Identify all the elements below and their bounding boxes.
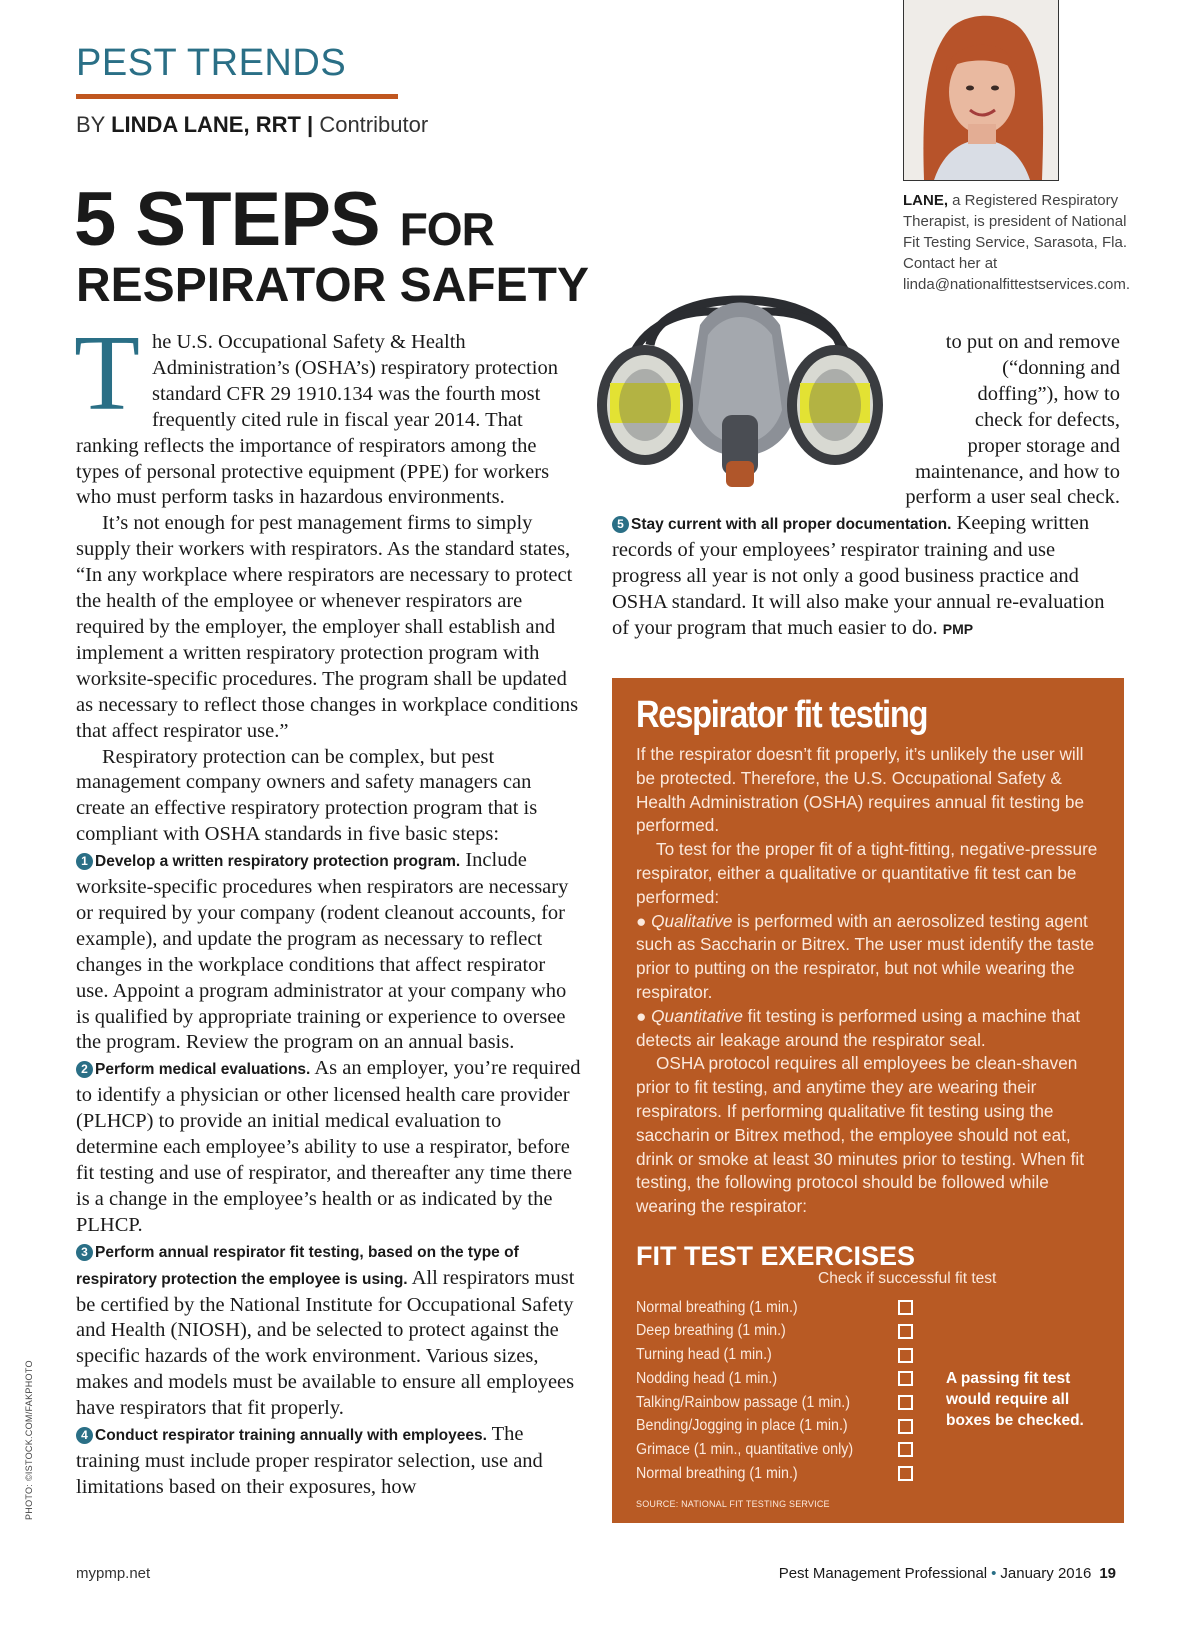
footer-info — [779, 1565, 1116, 1582]
footer-dot: • — [991, 1565, 997, 1582]
headline-line-1 — [74, 177, 494, 267]
bio-name: LANE, — [903, 192, 948, 209]
exercise-label: Nodding head (1 min.) — [636, 1369, 778, 1387]
paragraph-standard: It’s not enough for pest management firms to simply supply their workers with respirators. As the standard states, “In any workplace where respirators are necessary to protect the health of the employee or whenever respirators are required by the employer, the employer shall establish and implement a written respiratory protection program with worksite-specific procedures. The program shall be updated as necessary to reflect those changes in workplace conditions that affect respirator use.” — [76, 512, 579, 742]
sidebar-title: Respirator fit testing — [636, 694, 928, 736]
wrap-line: proper storage and — [967, 434, 1120, 457]
checkbox[interactable] — [898, 1324, 913, 1339]
article-column-1 — [74, 314, 582, 1501]
exercise-label: Normal breathing (1 min.) — [636, 1298, 798, 1316]
step-heading: Develop a written respiratory protection program. — [95, 853, 461, 871]
checkbox[interactable] — [898, 1371, 913, 1386]
exercise-label: Talking/Rainbow passage (1 min.) — [636, 1393, 851, 1411]
exercise-row — [636, 1343, 1100, 1367]
checkbox[interactable] — [898, 1348, 913, 1363]
step-number-badge: 4 — [76, 1427, 93, 1444]
step-text: Keeping written records of your employees’ respirator training and use progress all year is not only a good business practice and OSHA standard. It will also make your annual re-evaluation of your program that much easier to do. — [612, 512, 1105, 639]
page-number: 19 — [1099, 1565, 1116, 1582]
bullet-term: Quantitative — [651, 1005, 743, 1026]
bullet-text: fit testing is performed using a machine that detects air leakage around the respirator seal. — [636, 1005, 1081, 1050]
step-number-badge: 2 — [76, 1061, 93, 1078]
article-column-2 — [612, 511, 1122, 643]
exercise-label: Bending/Jogging in place (1 min.) — [636, 1417, 848, 1435]
headline-small: FOR — [399, 203, 494, 255]
byline-separator: | — [307, 112, 314, 137]
step-text: All respirators must be certified by the National Institute for Occupational Safety and Health (NIOSH), and be selected to protect against the specific hazards of the work environment. Various sizes, makes and models must be available to ensure all employees have respirators that fit properly. — [76, 1266, 575, 1420]
step-4 — [76, 1422, 582, 1501]
step-heading: Stay current with all proper documentation. — [631, 516, 952, 533]
sidebar-bullet-qualitative — [636, 910, 1100, 1005]
sidebar-source: SOURCE: NATIONAL FIT TESTING SERVICE — [636, 1499, 830, 1510]
checkbox[interactable] — [898, 1419, 913, 1434]
exercise-label: Deep breathing (1 min.) — [636, 1322, 786, 1340]
step-2 — [76, 1056, 582, 1238]
exercise-row — [636, 1296, 1100, 1320]
checkbox[interactable] — [898, 1466, 913, 1481]
sidebar-paragraph: OSHA protocol requires all employees be clean-shaven prior to fit testing, and anytime they are wearing their respirators. If performing qualitative fit testing using the saccharin or Bitrex method, the employee should not eat, drink or smoke at least 30 minutes prior to testing. When fit testing, the following protocol should be followed while wearing the respirator: — [636, 1053, 1085, 1217]
headline-line-2: RESPIRATOR SAFETY — [76, 259, 589, 312]
bullet-icon: ● — [636, 1005, 647, 1026]
author-bio — [903, 190, 1143, 295]
sidebar-paragraph: To test for the proper fit of a tight-fitting, negative-pressure respirator, either a qualitative or quantitative fit test can be performed: — [636, 839, 1098, 907]
wrap-line: (“donning and — [1002, 356, 1120, 379]
sidebar-body — [636, 743, 1100, 1219]
wrap-line: doffing”), how to — [977, 382, 1120, 405]
exercise-label: Grimace (1 min., quantitative only) — [636, 1440, 854, 1458]
footer-date: January 2016 — [1000, 1565, 1092, 1582]
section-divider — [76, 94, 398, 99]
section-label: PEST TRENDS — [76, 42, 347, 84]
byline — [76, 112, 428, 138]
exercise-label: Turning head (1 min.) — [636, 1346, 772, 1364]
bullet-text: is performed with an aerosolized testing agent such as Saccharin or Bitrex. The user must identify the taste prior to putting on the respirator, but not while wearing the respirator. — [636, 910, 1095, 1002]
author-photo-illustration — [904, 0, 1058, 180]
step-1 — [76, 848, 582, 1056]
exercise-row — [636, 1438, 1100, 1462]
checkbox[interactable] — [898, 1395, 913, 1410]
footer-site[interactable]: mypmp.net — [76, 1565, 151, 1582]
drop-cap: T — [74, 314, 140, 433]
respirator-illustration — [590, 265, 890, 510]
step-number-badge: 5 — [612, 516, 629, 533]
article-column-2-wrap — [905, 330, 1120, 511]
photo-credit: PHOTO: ©ISTOCK.COM/FAKPHOTO — [24, 1360, 34, 1520]
bio-text: a Registered Respiratory Therapist, is president of National Fit Testing Service, Sarasota, Fla. Contact her at linda@nationalfittestservices.com. — [903, 192, 1130, 293]
exercises-title: FIT TEST EXERCISES — [636, 1240, 916, 1271]
exercise-label: Normal breathing (1 min.) — [636, 1464, 798, 1482]
exercise-row — [636, 1320, 1100, 1344]
checkbox[interactable] — [898, 1300, 913, 1315]
step-number-badge: 1 — [76, 853, 93, 870]
exercises-subtitle: Check if successful fit test — [818, 1269, 997, 1287]
wrap-line: maintenance, and how to — [915, 460, 1120, 483]
author-portrait — [903, 0, 1059, 181]
paragraph-intro — [74, 314, 582, 511]
end-mark: PMP — [942, 620, 974, 637]
respirator-photo — [590, 265, 890, 510]
step-5 — [612, 511, 1122, 643]
bullet-icon: ● — [636, 910, 647, 931]
step-3 — [76, 1239, 582, 1422]
byline-by: BY — [76, 112, 105, 137]
step-text: The training must include proper respirator selection, use and limitations based on their exposures, how — [76, 1423, 543, 1498]
passing-note: A passing fit test would require all boxes be checked. — [946, 1369, 1084, 1429]
step-number-badge: 3 — [76, 1244, 93, 1261]
step-heading: Conduct respirator training annually with employees. — [95, 1427, 487, 1445]
intro-text: he U.S. Occupational Safety & Health Administration’s (OSHA’s) respiratory protection standard CFR 29 1910.134 was the fourth most frequently cited rule in fiscal year 2014. That ranking reflects the importance of respirators among the types of personal protective equipment (PPE) for workers who must perform tasks in hazardous environments. — [76, 331, 558, 509]
checkbox[interactable] — [898, 1442, 913, 1457]
wrap-line: perform a user seal check. — [905, 486, 1120, 509]
sidebar-bullet-quantitative — [636, 1005, 1100, 1053]
footer-publication: Pest Management Professional — [778, 1565, 988, 1582]
step-text: As an employer, you’re required to identify a physician or other licensed health care provider (PLHCP) to provide an initial medical evaluation to determine each employee’s ability to use a respirator, before fit testing and use of respirator, and thereafter any time there is a change in the employee’s health or as indicated by the PLHCP. — [76, 1057, 581, 1236]
author-name: LINDA LANE, RRT — [111, 112, 301, 137]
step-heading: Perform medical evaluations. — [95, 1061, 311, 1079]
author-role: Contributor — [319, 112, 429, 137]
exercises-checklist — [636, 1296, 1100, 1486]
exercise-row — [636, 1462, 1100, 1486]
wrap-line: check for defects, — [974, 408, 1120, 431]
wrap-line: to put on and remove — [945, 331, 1120, 353]
paragraph-steps-intro: Respiratory protection can be complex, but pest management company owners and safety managers can create an effective respiratory protection program that is compliant with OSHA standards in five basic steps: — [76, 745, 538, 846]
headline-big: 5 STEPS — [74, 177, 380, 262]
fit-testing-sidebar — [612, 678, 1124, 1523]
step-heading: Perform annual respirator fit testing, based on the type of respiratory protection the employee is using. — [76, 1243, 519, 1288]
sidebar-paragraph: If the respirator doesn’t fit properly, it’s unlikely the user will be protected. Therefore, the U.S. Occupational Safety & Health Administration (OSHA) requires annual fit testing be performed. — [636, 744, 1085, 836]
bullet-term: Qualitative — [651, 910, 733, 931]
step-text: Include worksite-specific procedures when respirators are necessary or required by your company (rodent cleanout accounts, for example), and update the program as necessary to reflect changes in the workplace conditions that affect respirator use. Appoint a program administrator at your company who is qualified by appropriate training or experience to oversee the program. Review the program on an annual basis. — [76, 849, 569, 1054]
